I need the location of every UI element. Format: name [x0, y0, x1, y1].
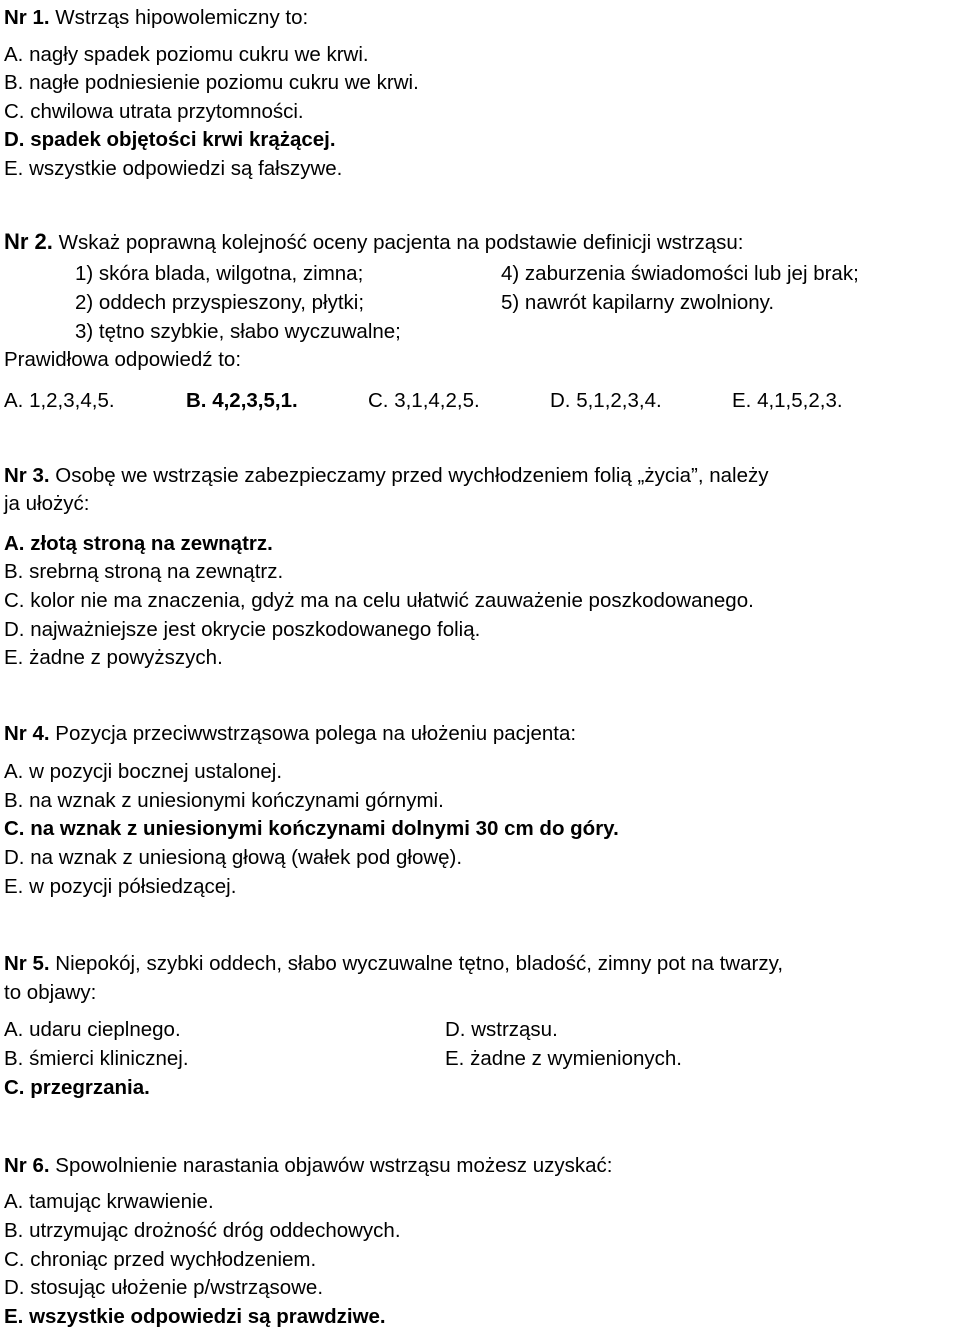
- question-2-answer-e: E. 4,1,5,2,3.: [732, 389, 843, 412]
- question-4-answer-e: E. w pozycji półsiedzącej.: [4, 875, 237, 898]
- question-3-number: Nr 3.: [4, 464, 50, 487]
- question-5-header: [4, 952, 783, 976]
- question-3-text-line-1: Osobę we wstrząsie zabezpieczamy przed wychłodzeniem folią „życia”, należy: [55, 464, 769, 487]
- question-6-header: [4, 1154, 612, 1178]
- question-3-header: [4, 464, 769, 488]
- question-5-answer-a: A. udaru cieplnego.: [4, 1018, 181, 1041]
- question-5-answer-b: B. śmierci klinicznej.: [4, 1047, 189, 1070]
- question-4-answer-a: A. w pozycji bocznej ustalonej.: [4, 760, 283, 783]
- question-2-item-3: 3) tętno szybkie, słabo wyczuwalne;: [75, 320, 401, 343]
- question-5-text-line-2: to objawy:: [4, 981, 97, 1004]
- question-6-answer-b: B. utrzymując drożność dróg oddechowych.: [4, 1219, 401, 1242]
- question-4-answer-d: D. na wznak z uniesioną głową (wałek pod głowę).: [4, 846, 463, 869]
- question-1-answer-a: A. nagły spadek poziomu cukru we krwi.: [4, 43, 369, 66]
- question-1-answer-e: E. wszystkie odpowiedzi są fałszywe.: [4, 157, 343, 180]
- question-1-text: Wstrząs hipowolemiczny to:: [55, 6, 309, 29]
- question-2-answer-d: D. 5,1,2,3,4.: [550, 389, 662, 412]
- question-4-number: Nr 4.: [4, 722, 50, 745]
- question-6-answer-e: E. wszystkie odpowiedzi są prawdziwe.: [4, 1305, 386, 1328]
- question-3-answer-b: B. srebrną stroną na zewnątrz.: [4, 560, 284, 583]
- question-4-header: [4, 722, 576, 746]
- question-2-header: [4, 230, 743, 255]
- question-5-answer-e: E. żadne z wymienionych.: [445, 1047, 683, 1070]
- question-4-text: Pozycja przeciwwstrząsowa polega na ułożeniu pacjenta:: [55, 722, 577, 745]
- question-1-answer-c: C. chwilowa utrata przytomności.: [4, 100, 304, 123]
- question-5-answer-d: D. wstrząsu.: [445, 1018, 558, 1041]
- question-6-number: Nr 6.: [4, 1154, 50, 1177]
- question-1-answer-d: D. spadek objętości krwi krążącej.: [4, 128, 336, 151]
- question-5-number: Nr 5.: [4, 952, 50, 975]
- question-2-text: Wskaż poprawną kolejność oceny pacjenta na podstawie definicji wstrząsu:: [58, 231, 744, 254]
- question-1-header: [4, 6, 308, 30]
- question-6-answer-a: A. tamując krwawienie.: [4, 1190, 214, 1213]
- question-2-item-2: 2) oddech przyspieszony, płytki;: [75, 291, 365, 314]
- question-6-answer-c: C. chroniąc przed wychłodzeniem.: [4, 1248, 317, 1271]
- question-2-number: Nr 2.: [4, 229, 53, 254]
- question-2-item-1: 1) skóra blada, wilgotna, zimna;: [75, 262, 364, 285]
- question-4-answer-b: B. na wznak z uniesionymi kończynami górnymi.: [4, 789, 444, 812]
- question-3-answer-d: D. najważniejsze jest okrycie poszkodowanego folią.: [4, 618, 481, 641]
- question-2-answer-c: C. 3,1,4,2,5.: [368, 389, 480, 412]
- question-1-number: Nr 1.: [4, 6, 50, 29]
- question-3-answer-c: C. kolor nie ma znaczenia, gdyż ma na celu ułatwić zauważenie poszkodowanego.: [4, 589, 754, 612]
- question-6-answer-d: D. stosując ułożenie p/wstrząsowe.: [4, 1276, 324, 1299]
- question-1-answer-b: B. nagłe podniesienie poziomu cukru we krwi.: [4, 71, 419, 94]
- question-2-answer-a: A. 1,2,3,4,5.: [4, 389, 115, 412]
- question-2-item-4: 4) zaburzenia świadomości lub jej brak;: [501, 262, 859, 285]
- question-2-answer-b: B. 4,2,3,5,1.: [186, 389, 298, 412]
- question-5-text-line-1: Niepokój, szybki oddech, słabo wyczuwalne tętno, bladość, zimny pot na twarzy,: [55, 952, 784, 975]
- question-3-text-line-2: ja ułożyć:: [4, 492, 90, 515]
- question-3-answer-e: E. żadne z powyższych.: [4, 646, 223, 669]
- question-2-prompt: Prawidłowa odpowiedź to:: [4, 348, 242, 371]
- question-3-answer-a: A. złotą stroną na zewnątrz.: [4, 532, 273, 555]
- question-2-item-5: 5) nawrót kapilarny zwolniony.: [501, 291, 775, 314]
- question-5-answer-c: C. przegrzania.: [4, 1076, 150, 1099]
- question-6-text: Spowolnienie narastania objawów wstrząsu możesz uzyskać:: [55, 1154, 613, 1177]
- question-4-answer-c: C. na wznak z uniesionymi kończynami dolnymi 30 cm do góry.: [4, 817, 619, 840]
